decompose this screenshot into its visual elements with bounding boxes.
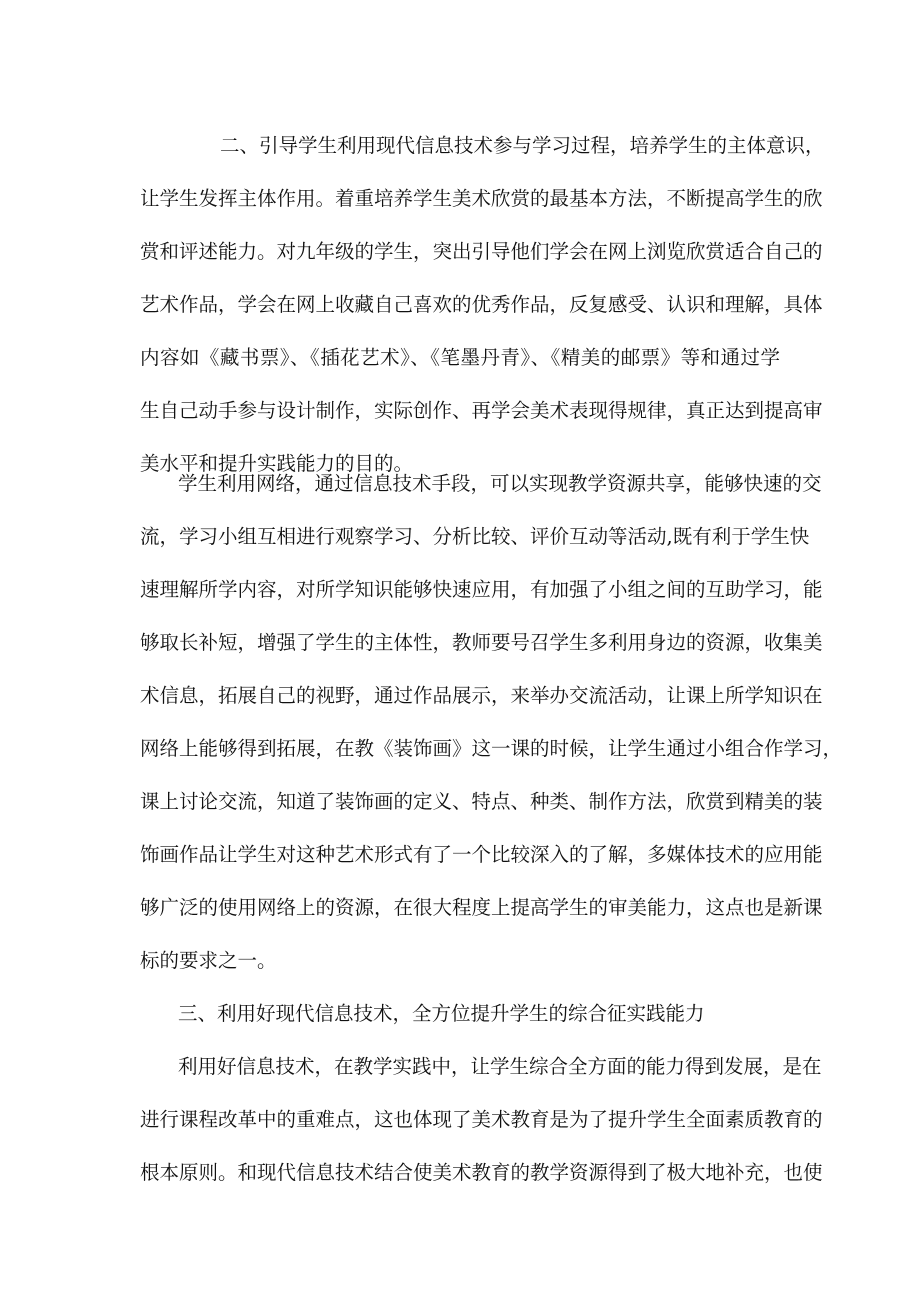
text-line: 让学生发挥主体作用。着重培养学生美术欣赏的最基本方法，不断提高学生的欣 xyxy=(140,187,823,210)
text-line: 生自己动手参与设计制作，实际创作、再学会美术表现得规律，真正达到提高审 xyxy=(140,399,823,422)
text-line: 赏和评述能力。对九年级的学生，突出引导他们学会在网上浏览欣赏适合自己的 xyxy=(140,240,823,263)
text-line: 根本原则。和现代信息技术结合使美术教育的教学资源得到了极大地补充，也使 xyxy=(140,1161,823,1184)
text-line: 速理解所学内容，对所学知识能够快速应用，有加强了小组之间的互助学习，能 xyxy=(140,578,823,601)
text-line: 二、引导学生利用现代信息技术参与学习过程，培养学生的主体意识， xyxy=(220,134,825,157)
section-heading: 三、利用好现代信息技术，全方位提升学生的综合征实践能力 xyxy=(178,1002,705,1025)
text-line: 术信息，拓展自己的视野，通过作品展示，来举办交流活动，让课上所学知识在 xyxy=(140,684,823,707)
text-line: 够广泛的使用网络上的资源，在很大程度上提高学生的审美能力，这点也是新课 xyxy=(140,896,823,919)
text-line: 学生利用网络，通过信息技术手段，可以实现教学资源共享，能够快速的交 xyxy=(178,472,822,495)
text-line: 利用好信息技术，在教学实践中，让学生综合全方面的能力得到发展，是在 xyxy=(178,1055,822,1078)
text-line: 美水平和提升实践能力的目的。 xyxy=(140,452,414,475)
text-line: 饰画作品让学生对这种艺术形式有了一个比较深入的了解，多媒体技术的应用能 xyxy=(140,843,823,866)
text-line: 内容如《藏书票》、《插花艺术》、《笔墨丹青》、《精美的邮票》等和通过学 xyxy=(140,346,780,369)
text-line: 进行课程改革中的重难点，这也体现了美术教育是为了提升学生全面素质教育的 xyxy=(140,1108,823,1131)
text-line: 流，学习小组互相进行观察学习、分析比较、评价互动等活动,既有利于学生快 xyxy=(140,525,810,548)
text-line: 标的要求之一。 xyxy=(140,949,277,972)
text-line: 艺术作品，学会在网上收藏自己喜欢的优秀作品，反复感受、认识和理解，具体 xyxy=(140,293,823,316)
text-line: 课上讨论交流，知道了装饰画的定义、特点、种类、制作方法，欣赏到精美的装 xyxy=(140,790,823,813)
text-line: 够取长补短，增强了学生的主体性，教师要号召学生多利用身边的资源，收集美 xyxy=(140,631,823,654)
text-line: 网络上能够得到拓展，在教《装饰画》这一课的时候，让学生通过小组合作学习， xyxy=(140,737,843,760)
